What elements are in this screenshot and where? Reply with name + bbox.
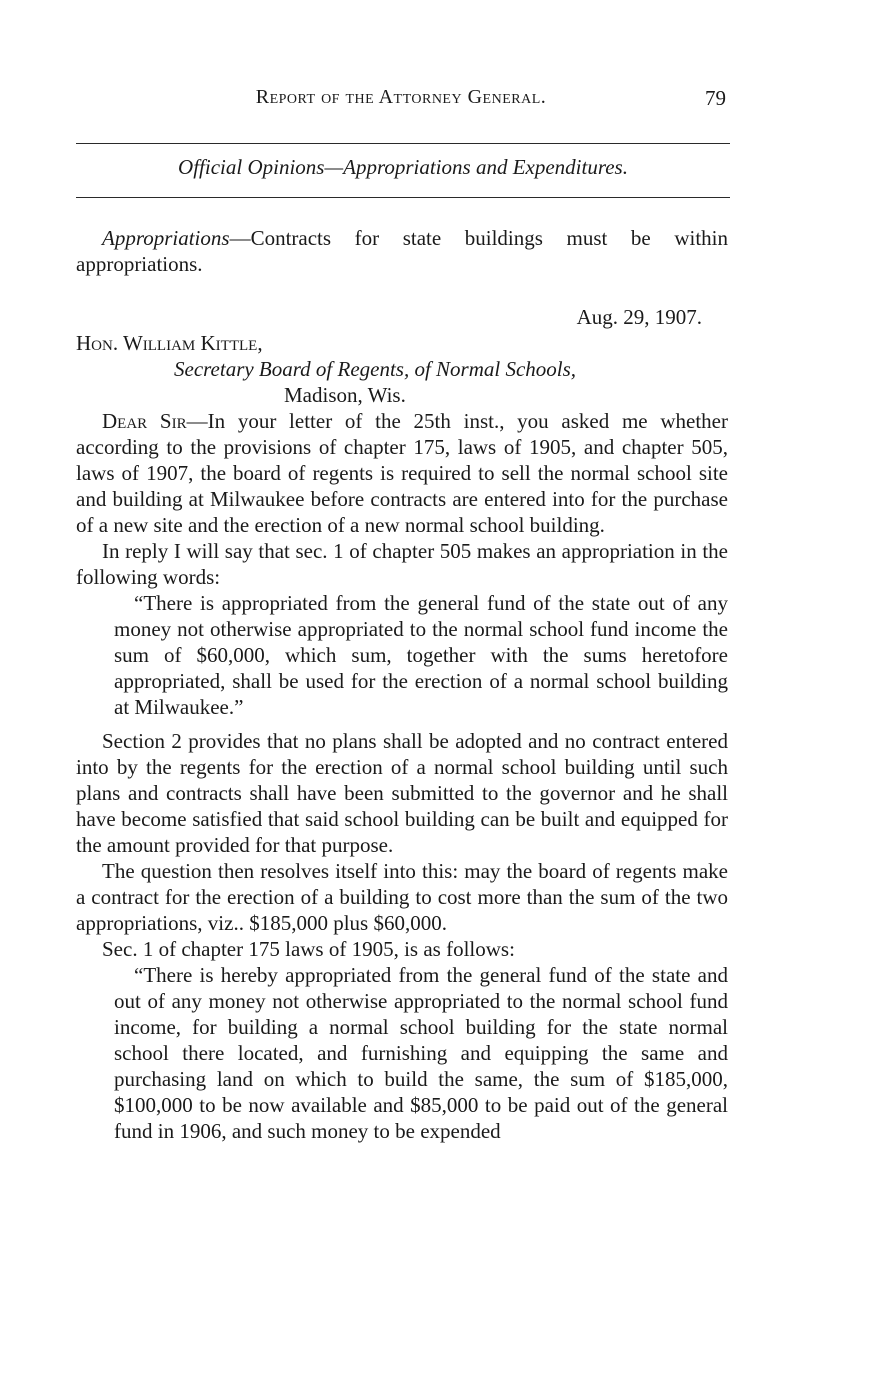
addressee-name: Hon. William Kittle, — [76, 331, 263, 355]
quotation-chapter-175: “There is hereby appropriated from the general fund of the state and out of any money not otherwise appropriated to the normal school fund income, for building a normal school building for the state normal school there located, and furnishing and equipping the same and purchasing land on which to build the same, the sum of $185,000, $100,000 to be now available and $85,000 to be paid out of the general fund in 1906, and such money to be expended — [114, 963, 728, 1143]
summary-lead: Appropriations — [102, 226, 230, 250]
letter-date: Aug. 29, 1907. — [576, 305, 702, 329]
header-rule-top — [76, 143, 730, 144]
salutation: Dear Sir — [102, 409, 187, 433]
paragraph-4: The question then resolves itself into this: may the board of regents make a contract for the erection of a building to cost more than the sum of the two appropriations, viz.. $185,000 plus $60,000. — [76, 859, 728, 935]
header-rule-bottom — [76, 197, 730, 198]
paragraph-3: Section 2 provides that no plans shall be adopted and no contract entered into by the regents for the erection of a normal school building until such plans and contracts shall have been submitted to the governor and he shall have become satisfied that said school building can be built and equipped for the amount provided for that purpose. — [76, 729, 728, 857]
section-subheading: Official Opinions—Appropriations and Expenditures. — [178, 155, 628, 179]
paragraph-2: In reply I will say that sec. 1 of chapter 505 makes an appropriation in the following words: — [76, 539, 728, 589]
opinion-summary — [76, 225, 728, 277]
addressee-place: Madison, Wis. — [284, 383, 406, 407]
summary-text: —Contracts for state buildings must be within appropriations. — [76, 226, 728, 276]
paragraph-5: Sec. 1 of chapter 175 laws of 1905, is as follows: — [102, 937, 515, 961]
paragraph-1-text: —In your letter of the 25th inst., you asked me whether according to the provisions of chapter 175, laws of 1905, and chapter 505, laws of 1907, the board of regents is required to sell the normal school site and building at Milwaukee before contracts are entered into for the purchase of a new site and the erection of a new normal school building. — [76, 409, 728, 537]
page-header — [76, 86, 726, 112]
page-number: 79 — [705, 86, 726, 110]
running-title: Report of the Attorney General. — [255, 86, 547, 108]
addressee-position: Secretary Board of Regents, of Normal Schools, — [174, 357, 577, 381]
quotation-chapter-505: “There is appropriated from the general fund of the state out of any money not otherwise appropriated to the normal school fund income the sum of $60,000, which sum, together with the sums heretofore appropriated, shall be used for the erection of a normal school building at Milwaukee.” — [114, 591, 728, 719]
document-body — [76, 225, 728, 1144]
paragraph-1 — [76, 408, 728, 538]
